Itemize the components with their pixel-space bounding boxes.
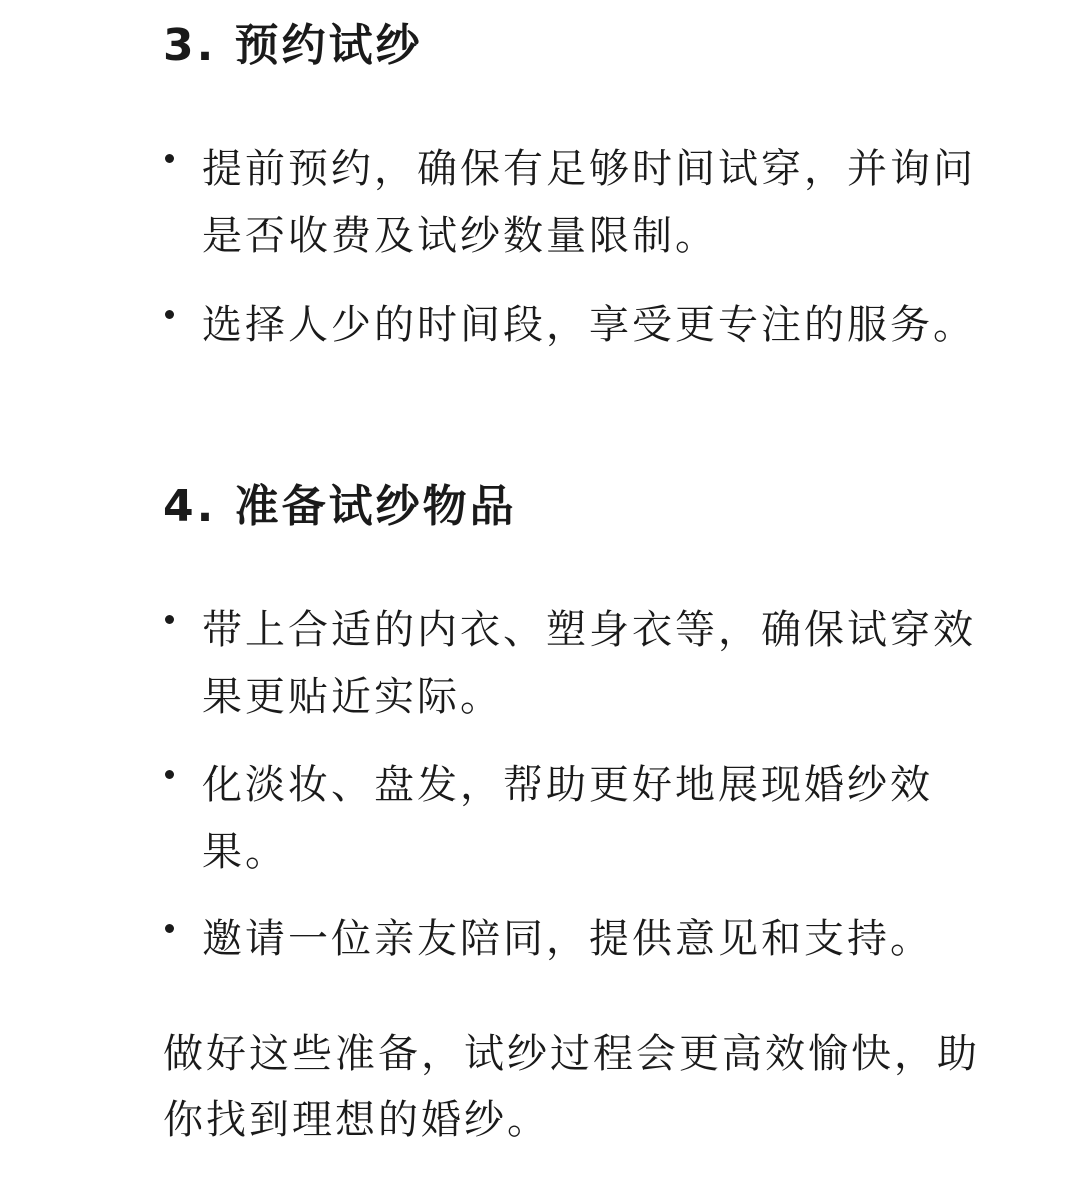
list-item-text: 化淡妆、盘发，帮助更好地展现婚纱效果。 [202,762,933,875]
bullet-dot [165,770,174,779]
section-heading-items: 4. 准备试纱物品 [163,481,517,532]
bullet-dot [165,154,174,163]
bullet-dot [165,615,174,624]
bullet-dot [165,924,174,933]
section-heading-appointment: 3. 预约试纱 [163,20,423,71]
closing-paragraph: 做好这些准备，试纱过程会更高效愉快，助你找到理想的婚纱。 [163,1031,980,1143]
list-item-text: 提前预约，确保有足够时间试穿，并询问是否收费及试纱数量限制。 [202,146,976,259]
list-item-text: 邀请一位亲友陪同，提供意见和支持。 [202,916,933,962]
list-item-text: 选择人少的时间段，享受更专注的服务。 [202,302,976,348]
bullet-dot [165,310,174,319]
list-item-text: 带上合适的内衣、塑身衣等，确保试穿效果更贴近实际。 [202,607,976,720]
